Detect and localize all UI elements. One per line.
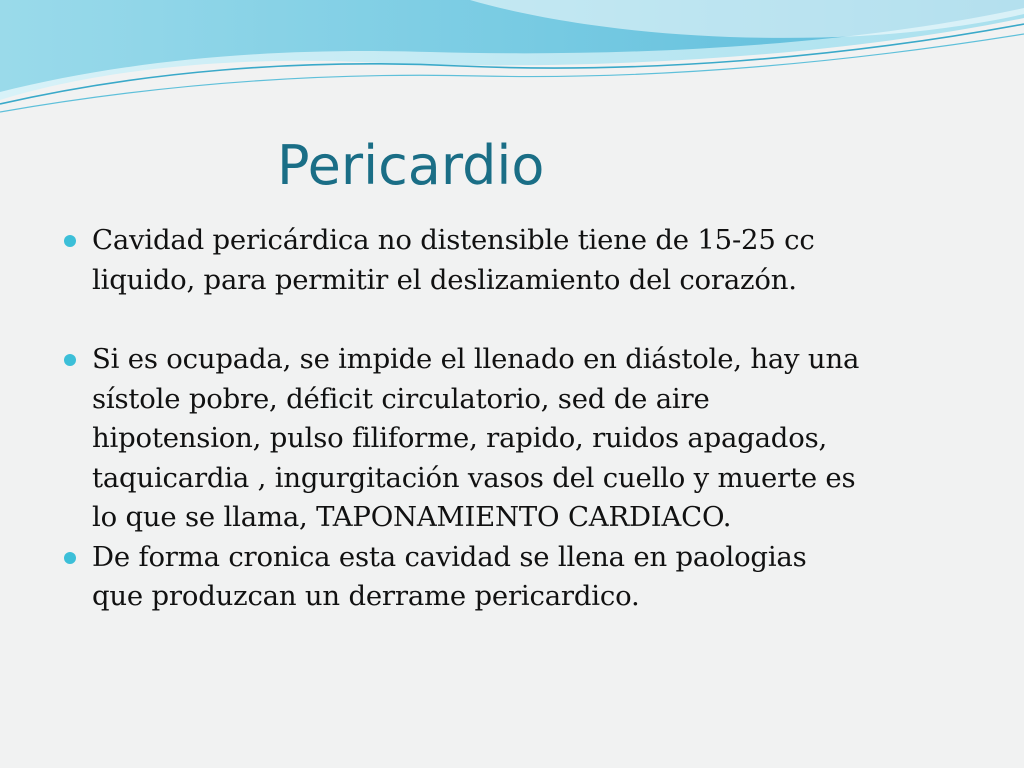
decorative-wave-banner: [0, 0, 1024, 130]
bullet-line: Cavidad pericárdica no distensible tiene de 15-25 cc: [92, 224, 815, 256]
bullet-dot-icon: [64, 552, 76, 564]
bullet-line: que produzcan un derrame pericardico.: [92, 580, 640, 612]
bullet-item: [64, 538, 964, 617]
bullet-item: [64, 340, 964, 538]
bullet-line: hipotension, pulso filiforme, rapido, ruidos apagados,: [92, 422, 828, 454]
bullet-line: taquicardia , ingurgitación vasos del cuello y muerte es: [92, 461, 856, 494]
bullet-line: lo que se llama, TAPONAMIENTO CARDIACO.: [92, 501, 732, 533]
bullet-line: sístole pobre, déficit circulatorio, sed de aire: [92, 382, 710, 415]
bullet-list: [64, 221, 964, 617]
bullet-line: liquido, para permitir el deslizamiento del corazón.: [92, 263, 797, 296]
bullet-line: Si es ocupada, se impide el llenado en diástole, hay una: [92, 343, 860, 375]
bullet-item: [64, 221, 964, 300]
slide-title: Pericardio: [277, 134, 545, 197]
bullet-dot-icon: [64, 354, 76, 366]
bullet-dot-icon: [64, 235, 76, 247]
bullet-line: De forma cronica esta cavidad se llena en paologias: [92, 540, 807, 573]
